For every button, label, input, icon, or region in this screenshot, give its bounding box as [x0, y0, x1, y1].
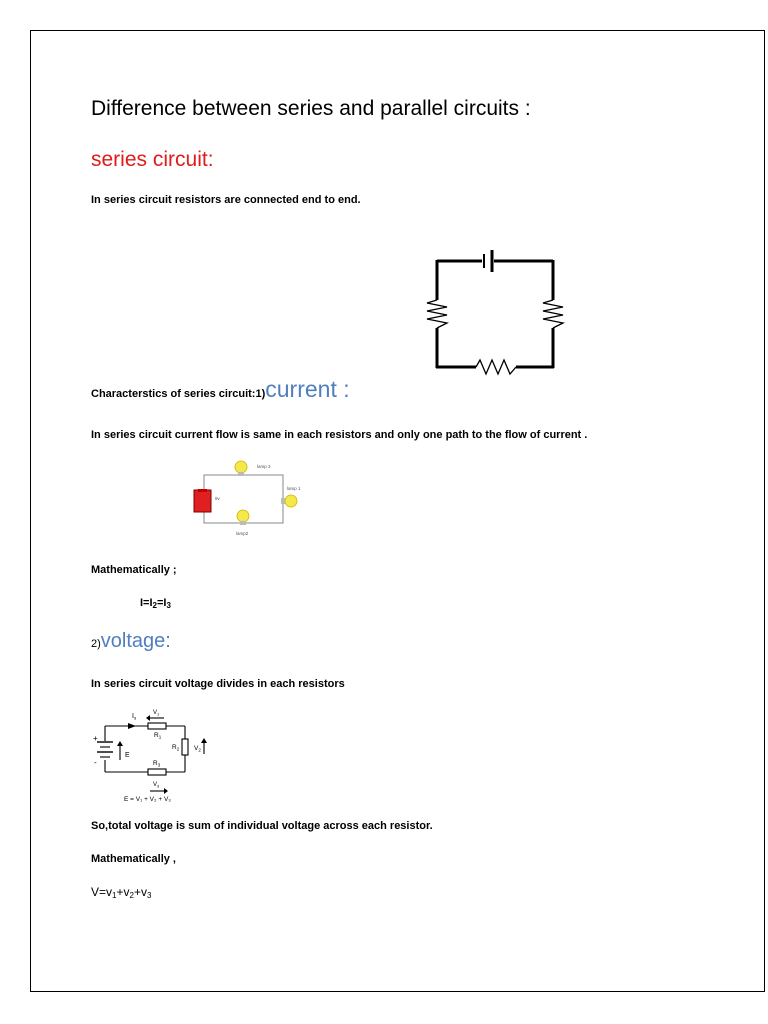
series-intro-text: In series circuit resistors are connected end to end. [91, 194, 361, 206]
voltage-description: In series circuit voltage divides in each resistors [91, 678, 345, 690]
e-label: E [125, 752, 130, 759]
v2-label: $V_2$ [194, 745, 201, 753]
series-heading: series circuit: [91, 148, 214, 171]
lamp-bulb-icon [237, 510, 249, 522]
current-heading: current : [265, 376, 350, 402]
lamp-top-label: lamp 3 [257, 464, 271, 469]
characteristics-line [91, 376, 350, 403]
is-label: $I_s$ [132, 713, 137, 721]
v1-label: $V_1$ [153, 710, 160, 717]
current-equation: $I=I_2=I_3$ [140, 597, 171, 610]
v3-label: $V_3$ [153, 782, 160, 789]
lamp-bottom-label: lamp2 [236, 531, 249, 536]
voltage-divider-circuit-diagram [90, 708, 220, 808]
document-page [30, 30, 765, 992]
battery-label: 9v [215, 496, 220, 501]
current-description: In series circuit current flow is same in each resistors and only one path to the flow of current . [91, 429, 588, 441]
lamp-bulb-icon [235, 461, 247, 473]
voltage-heading: voltage: [100, 630, 171, 652]
voltage-equation: $V=v_1+v_2+v_3$ [91, 885, 152, 900]
plus-label: + [93, 734, 98, 743]
series-resistor-circuit-diagram [420, 248, 570, 378]
minus-label: - [94, 758, 97, 767]
mathematically-label-1: Mathematically ; [91, 564, 177, 576]
r2-label: $R_2$ [172, 744, 180, 752]
r1-label: $R_1$ [154, 732, 162, 740]
lamp-circuit-diagram [190, 458, 310, 538]
r3-label: $R_3$ [153, 760, 161, 768]
characteristics-prefix: Characterstics of series circuit:1) [91, 388, 266, 400]
lamp-bulb-icon [285, 495, 297, 507]
voltage-heading-line [91, 630, 171, 653]
mathematically-label-2: Mathematically , [91, 853, 176, 865]
page-title: Difference between series and parallel circuits : [91, 97, 531, 120]
voltage-number: 2) [91, 638, 101, 650]
voltage-sum-equation: E = V₁ + V₂ + V₃ [124, 796, 171, 803]
lamp-right-label: lamp 1 [287, 486, 301, 491]
battery-icon [194, 490, 211, 512]
total-voltage-description: So,total voltage is sum of individual voltage across each resistor. [91, 820, 433, 832]
